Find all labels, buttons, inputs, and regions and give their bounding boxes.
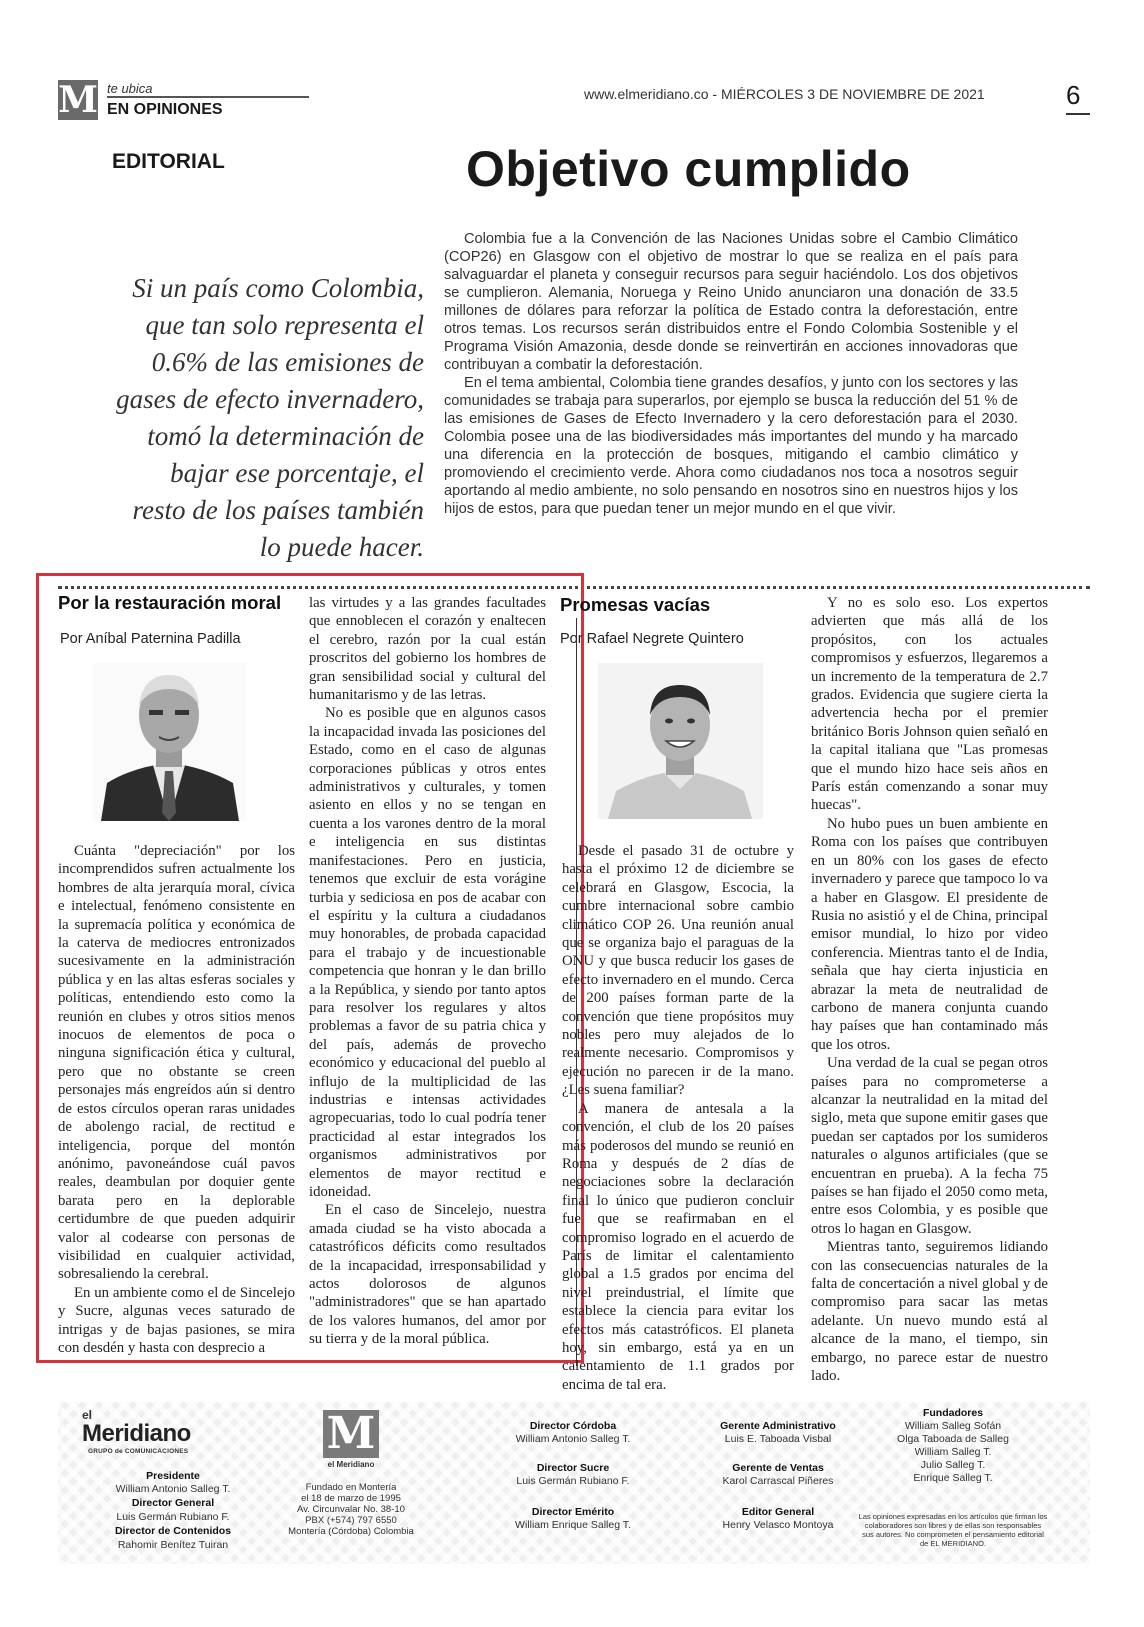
footer-role: Presidente — [146, 1470, 200, 1482]
footer-role: Director Sucre — [536, 1462, 610, 1474]
article1-column-1 — [58, 842, 295, 1357]
footer-role: Editor General — [741, 1506, 815, 1518]
footer-founders-label: Fundadores — [922, 1407, 984, 1419]
section-rule — [107, 96, 309, 98]
article-paragraph: Cuánta "depreciación" por los incomprendidos sufren actualmente los hombres de alta jerarquía moral, cívica e intelectual, fenómeno consistente en la supremacía política y económica de la caterva de mediocres entronizados sucesivamente en la administración pública y en las altas esferas sociales y políticas, entendiendo esto como la reunión en clubes y otros sitios menos inocuos de elementos de poca o ninguna significación ética y cultural, pero que no obstante se creen personajes más engreídos aún si dentro de estos círculos operan raras unidades de abolengo racial, de rectitud e inteligencia, porque del montón anónimo, pavoneándose cuál pavos reales, deambulan por doquier gente barata pero en la deplorable certidumbre de que pueden adquirir valor al codearse con personas de visibilidad en cualquier actividad, sobresaliendo la cerebral. — [58, 843, 295, 1283]
footer-role: Director de Contenidos — [114, 1525, 232, 1537]
editorial-label: EDITORIAL — [112, 150, 225, 173]
article2-column-1 — [562, 842, 794, 1394]
article-author: Por Rafael Negrete Quintero — [560, 631, 744, 647]
footer-founded-line: Fundado en Montería — [305, 1482, 397, 1493]
footer-person: William Antonio Salleg T. — [515, 1433, 631, 1445]
editorial-body — [444, 230, 1018, 518]
footer-founder: William Salleg T. — [914, 1446, 992, 1458]
article-paragraph: No es posible que en algunos casos la incapacidad invada las posiciones del Estado, como en el caso de algunas corporaciones públicas y otros entes administrativos y culturales, y tomen asiento en ellos y no se tengan en cuenta a los varones dentro de la moral e inteligencia en sus distintas manifestaciones. Pero en justicia, tenemos que excluir de esta vorágine turbia y sediciosa en pos de acabar con el espíritu y la cultura a ciudadanos muy honorables, de probada capacidad para el trabajo y de incuestionable competencia que honran y le dan brillo a la República, y siendo por tanto aptos para resolver los regulares y altos problemas a favor de su patria chica y del país, además de provecho económico y educacional del pueblo al influjo de la multiplicidad de las industrias e intensas actividades agropecuarias, todo lo cual podría tener practicidad al estar integrados los organismos administrativos por elementos de mayor rectitud e idoneidad. — [309, 705, 546, 1200]
footer-role: Director General — [131, 1497, 215, 1509]
page-number-rule — [1066, 113, 1090, 115]
article1-column-2 — [309, 594, 546, 1349]
article-paragraph: Desde el pasado 31 de octubre y hasta el próximo 12 de diciembre se celebrará en Glasgow, Escocia, la cumbre internacional sobre cambio climático COP 26. Una reunión anual que se organiza bajo el paraguas de la ONU y que busca reducir los gases de efecto invernadero en el mundo. Cerca de 200 países forman parte de la convención que tiene propósitos muy nobles pero muy alejados de lo realmente necesario. Compromisos y ejecución no parecen ir de la mano. ¿Les suena familiar? — [562, 843, 794, 1099]
article-paragraph-continued: las virtudes y a las grandes facultades que ennoblecen el corazón y enaltecen el cerebro, razón por la cual están proscritos del gobierno los hombres de gran sensibilidad social y cultural del humanitarismo y de las letras. — [309, 595, 546, 704]
article-paragraph: No hubo pues un buen ambiente en Roma con los países que contribuyen en un 80% con los gases de efecto invernadero y parece que tampoco lo va a haber en Glasgow. El presidente de Rusia no asistió y el de China, principal emisor mundial, lo hizo por video conferencia. Mientras tanto el de India, señala que hay cierta injusticia en abrazar la meta de neutralidad de carbono de manera conjunta cuando hay países que han contaminado más que los otros. — [811, 815, 1048, 1053]
footer-founder: Olga Taboada de Salleg — [897, 1433, 1009, 1445]
footer-brand-name: Meridiano — [82, 1420, 191, 1447]
editorial-paragraph: En el tema ambiental, Colombia tiene grandes desafíos, y junto con los sectores y las comunidades se trabaja para superarlos, por ejemplo se busca la reducción del 51 % de las emisiones de Gases de Efecto Invernadero y la cero deforestación para el 2030. Colombia posee una de las biodiversidades más importantes del mundo y ha marcado una diferencia en la protección de bosques, mitigando el cambio climático y promoviendo el crecimiento verde. Ahora como ciudadanos nos toca a nosotros seguir aportando al medio ambiente, no solo pensando en nosotros sino en nuestros hijos y los hijos de estos, para que puedan tener un mejor mundo en el que vivir. — [444, 375, 1018, 517]
article-paragraph: Mientras tanto, seguiremos lidiando con las consecuencias naturales de la falta de concertación a nivel global y de compromiso para sacar las metas adelante. Un nuevo mundo está al alcance de la mano, el tiempo, sin embargo, no parece estar de nuestro lado. — [811, 1239, 1048, 1385]
footer-person: Luis Germán Rubiano F. — [516, 1475, 630, 1487]
section-name: EN OPINIONES — [107, 101, 223, 118]
article-title: Promesas vacías — [560, 594, 711, 615]
footer-role: Gerente Administrativo — [720, 1420, 836, 1432]
article-title: Por la restauración moral — [58, 592, 282, 613]
url-date: www.elmeridiano.co - MIÉRCOLES 3 DE NOVIEMBRE DE 2021 — [584, 86, 985, 102]
article-paragraph: En un ambiente como el de Sincelejo y Sucre, algunas veces saturado de intrigas y de bajas pasiones, se mira con desdén y hasta con desprecio a — [58, 1284, 295, 1356]
author-portrait — [598, 663, 763, 819]
footer-logo-icon: M — [323, 1410, 379, 1458]
footer-founder: Enrique Salleg T. — [913, 1472, 993, 1484]
footer-founded-line: el 18 de marzo de 1995 — [301, 1493, 401, 1504]
footer-founded-line: Montería (Córdoba) Colombia — [288, 1526, 414, 1537]
footer-logo-word: el Meridiano — [327, 1460, 375, 1469]
footer-role: Director Emérito — [531, 1506, 615, 1518]
footer-founder: William Salleg Sofán — [904, 1420, 1002, 1432]
author-portrait — [93, 663, 246, 821]
portrait-young-man-icon — [598, 663, 763, 819]
page-number: 6 — [1066, 80, 1081, 110]
section-logo-icon: M — [58, 79, 98, 121]
article-paragraph: En el caso de Sincelejo, nuestra amada ciudad se ha visto abocada a catastróficos déficits como resultados de la incapacidad, irresponsabilidad y actos dolorosos de algunos "administradores" que se han apartado de los valores humanos, del amor por su tierra y de la moral pública. — [309, 1202, 546, 1348]
footer-founded-line: Av. Circunvalar No. 38-10 — [297, 1504, 405, 1515]
footer-person: Rahomir Benítez Tuiran — [117, 1539, 229, 1551]
footer-person: William Antonio Salleg T. — [115, 1483, 231, 1495]
article2-column-2 — [811, 594, 1048, 1385]
masthead-footer — [58, 1402, 1090, 1564]
pull-quote: Si un país como Colombia, que tan solo representa el 0.6% de las emisiones de gases de efecto invernadero, tomó la determinación de bajar ese porcentaje, el resto de los países también lo puede hacer. — [116, 273, 424, 562]
footer-role: Gerente de Ventas — [732, 1462, 824, 1474]
footer-person: Luis Germán Rubiano F. — [116, 1511, 230, 1523]
footer-brand-sub: GRUPO de COMUNICACIONES — [88, 1448, 189, 1455]
portrait-elderly-man-icon — [93, 663, 246, 821]
footer-role: Director Córdoba — [529, 1420, 617, 1432]
section-tagline: te ubica — [107, 81, 153, 96]
footer-founded-line: PBX (+574) 797 6550 — [305, 1515, 397, 1526]
editorial-paragraph: Colombia fue a la Convención de las Naciones Unidas sobre el Cambio Climático (COP26) en Glasgow con el objetivo de mostrar lo que se realiza en el país para salvaguardar el planeta y conseguir recursos para seguir haciéndolo. Los dos objetivos se cumplieron. Alemania, Noruega y Reino Unido anunciaron una donación de 33.5 millones de dólares para reforzar la política de Estado contra la deforestación, entre otros temas. Los recursos serán distribuidos entre el Fondo Colombia Sostenible y el Programa Visión Amazonia, desde donde se reinvertirán en acciones innovadoras que contribuyan a combatir la deforestación. — [444, 231, 1018, 373]
article-author: Por Aníbal Paternina Padilla — [60, 631, 241, 647]
footer-person: Henry Velasco Montoya — [722, 1519, 834, 1531]
footer-person: Luis E. Taboada Visbal — [724, 1433, 832, 1445]
footer-brand-prefix: el — [82, 1408, 93, 1422]
article-paragraph: A manera de antesala a la convención, el club de los 20 países más poderosos del mundo se reunió en Roma y después de 2 días de negociaciones sobre la declaración final lo único que pudieron concluir fue que se reafirmaban en el compromiso logrado en el acuerdo de París de limitar el calentamiento global a 1.5 grados por encima del nivel preindustrial, el límite que establece la ciencia para evitar los efectos más catastróficos. El planeta hoy, sin embargo, está ya en un calentamiento de 1.1 grados por encima de tal era. — [562, 1100, 794, 1393]
article-paragraph: Una verdad de la cual se pegan otros países para no comprometerse a alcanzar la neutralidad en la mitad del siglo, meta que supone emitir gases que puedan ser captados por los sumideros naturales o algunos artificiales (que se encuentran en prueba). A la fecha 75 países se han fijado el 2050 como meta, entre esos Colombia, y es posible que otros lo hagan en Glasgow. — [811, 1055, 1048, 1237]
footer-founder: Julio Salleg T. — [920, 1459, 986, 1471]
footer-disclaimer: Las opiniones expresadas en los artículos que firman los colaboradores son libres y de ellas son responsables sus autores. No comprometen el pensamiento editorial de EL MERIDIANO. — [858, 1512, 1048, 1548]
article-paragraph: Y no es solo eso. Los expertos advierten que más allá de los propósitos, con los actuales compromisos y esfuerzos, llegaremos a un incremento de la temperatura de 2.7 grados. Evidencia que sugiere cierta la advertencia hecha por el premier británico Boris Johnson quien señaló en la capital italiana que "Las promesas que el mundo hizo hace seis años en París están comenzando a sonar muy huecas". — [811, 595, 1048, 814]
footer-person: Karol Carrascal Piñeres — [722, 1475, 834, 1487]
footer-person: William Enrique Salleg T. — [515, 1519, 631, 1531]
footer-founders — [878, 1420, 1028, 1485]
footer-founded — [286, 1482, 416, 1537]
editorial-headline: Objetivo cumplido — [466, 141, 911, 197]
